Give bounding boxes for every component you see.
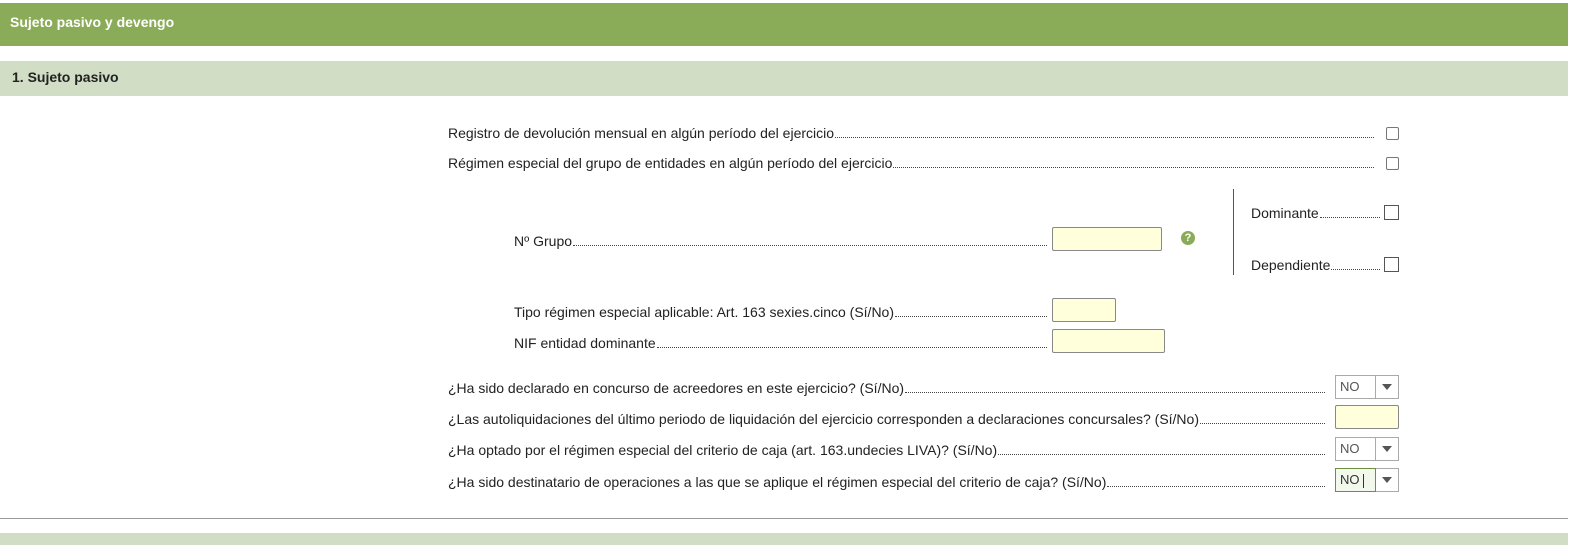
nif-dominante-input[interactable] <box>1052 329 1165 353</box>
destinatario-caja-label: ¿Ha sido destinatario de operaciones a las que se aplique el régimen especial del criterio de caja? (Sí/No) <box>448 474 1107 490</box>
destinatario-caja-select-value[interactable] <box>1335 468 1376 492</box>
concurso-label: ¿Ha sido declarado en concurso de acreedores en este ejercicio? (Sí/No) <box>448 380 905 396</box>
regimen-grupo-label: Régimen especial del grupo de entidades en algún período del ejercicio <box>448 155 893 171</box>
destinatario-caja-select[interactable] <box>1335 468 1399 492</box>
n-grupo-input[interactable] <box>1052 227 1162 251</box>
dotted-leader <box>1331 269 1380 270</box>
devolucion-mensual-label: Registro de devolución mensual en algún período del ejercicio <box>448 125 835 141</box>
dotted-leader <box>657 347 1047 348</box>
dominante-row <box>1251 204 1380 222</box>
concurso-select-value: NO <box>1336 376 1376 398</box>
section-header-sujeto-pasivo[interactable]: 1. Sujeto pasivo <box>0 61 1568 96</box>
dependiente-row <box>1251 256 1380 274</box>
section-divider <box>0 518 1568 519</box>
tipo-regimen-label: Tipo régimen especial aplicable: Art. 163 sexies.cinco (Sí/No) <box>514 304 894 320</box>
dominante-checkbox[interactable] <box>1384 205 1399 220</box>
autoliquidaciones-label: ¿Las autoliquidaciones del último periodo de liquidación del ejercicio corresponden a declaraciones concursales? (Sí/No) <box>448 411 1199 427</box>
destinatario-caja-value-text: NO <box>1340 472 1360 487</box>
autoliquidaciones-input[interactable] <box>1335 405 1399 429</box>
regimen-grupo-row <box>448 154 1374 172</box>
nif-dominante-row <box>514 334 1047 352</box>
chevron-down-icon[interactable] <box>1376 376 1398 398</box>
chevron-down-icon[interactable] <box>1376 469 1398 491</box>
page-header: Sujeto pasivo y devengo <box>0 3 1568 46</box>
devolucion-mensual-row <box>448 124 1374 142</box>
dotted-leader <box>573 245 1047 246</box>
dotted-leader <box>1107 486 1325 487</box>
dotted-leader <box>1320 217 1380 218</box>
next-section-header[interactable] <box>0 533 1568 545</box>
tipo-regimen-row <box>514 303 1047 321</box>
dotted-leader <box>835 137 1374 138</box>
dotted-leader <box>905 392 1325 393</box>
concurso-select[interactable] <box>1335 375 1399 399</box>
dotted-leader <box>1200 423 1325 424</box>
dependiente-checkbox[interactable] <box>1384 257 1399 272</box>
criterio-caja-select-value: NO <box>1336 438 1376 460</box>
chevron-down-icon[interactable] <box>1376 438 1398 460</box>
n-grupo-row <box>514 232 1047 250</box>
dominante-label: Dominante <box>1251 205 1319 221</box>
dotted-leader <box>895 316 1047 317</box>
criterio-caja-row <box>448 441 1325 459</box>
dependiente-label: Dependiente <box>1251 257 1331 273</box>
nif-dominante-label: NIF entidad dominante <box>514 335 656 351</box>
tipo-regimen-input[interactable] <box>1052 298 1116 322</box>
vertical-divider <box>1233 189 1234 275</box>
devolucion-mensual-checkbox[interactable] <box>1386 127 1399 140</box>
criterio-caja-select[interactable] <box>1335 437 1399 461</box>
dotted-leader <box>998 454 1325 455</box>
criterio-caja-label: ¿Ha optado por el régimen especial del criterio de caja (art. 163.undecies LIVA)? (Sí/No) <box>448 442 998 458</box>
dotted-leader <box>893 167 1374 168</box>
autoliquidaciones-row <box>448 410 1325 428</box>
regimen-grupo-checkbox[interactable] <box>1386 157 1399 170</box>
n-grupo-label: Nº Grupo <box>514 233 573 249</box>
destinatario-caja-row <box>448 473 1325 491</box>
text-caret <box>1363 474 1364 488</box>
concurso-row <box>448 379 1325 397</box>
help-icon[interactable]: ? <box>1181 231 1195 245</box>
